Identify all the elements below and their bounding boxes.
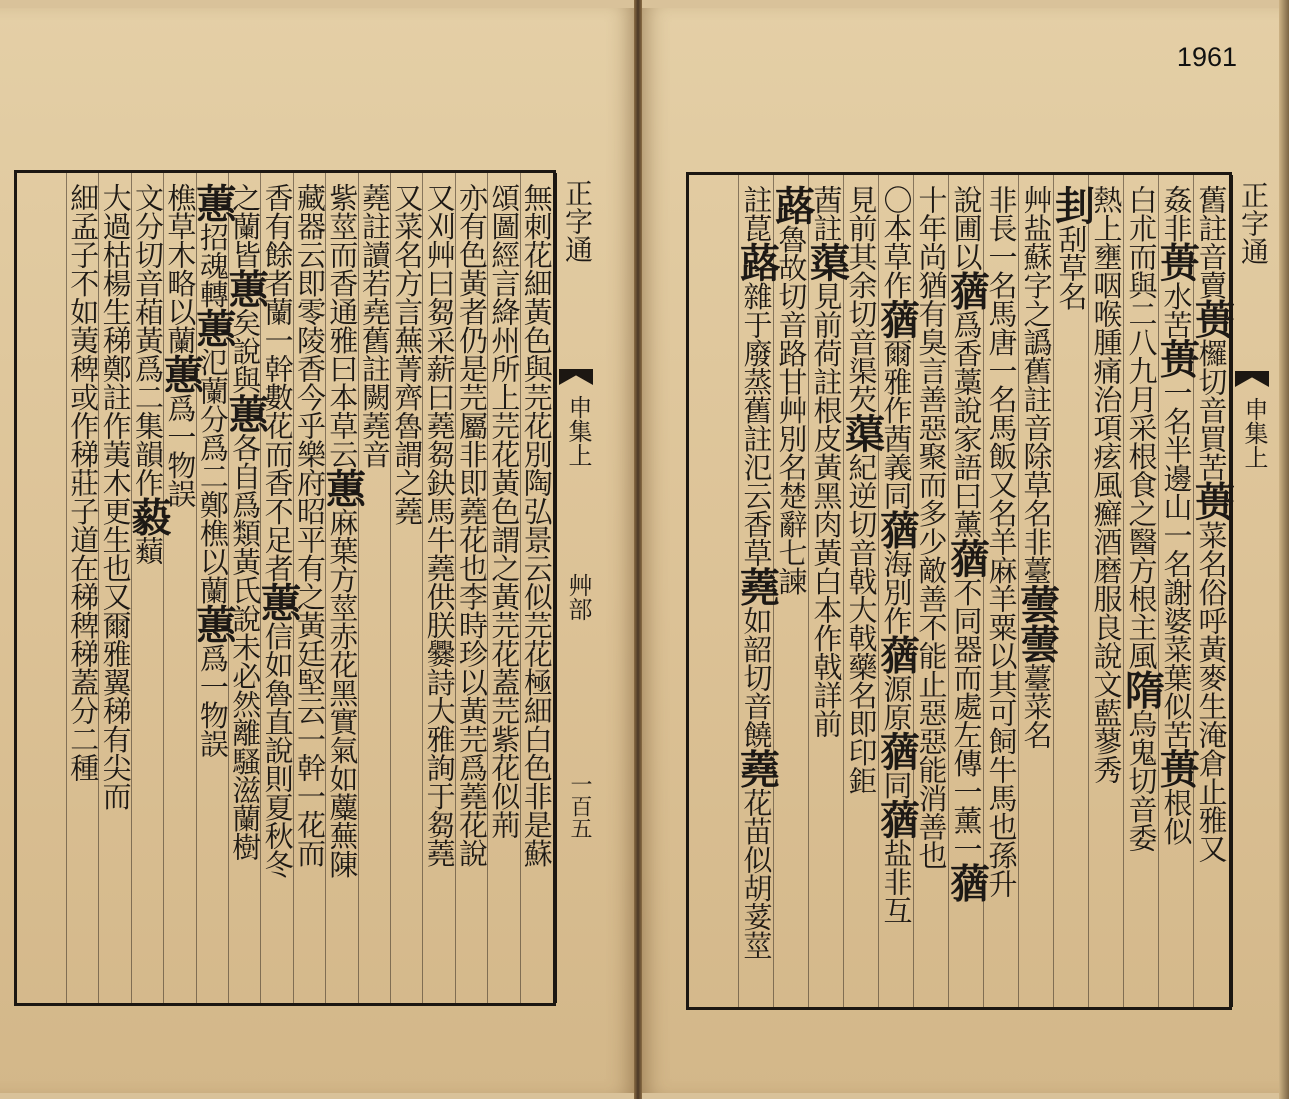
text-column: 細孟子不如荑稗或作稊莊子道在稊稗稊蓋分二種	[66, 183, 101, 782]
text-column: 莤註蕖見前荷註根皮黃黑肉黃白本作戟詳前	[803, 185, 851, 738]
text-column: 蕗魯故切音路甘艸別名楚辭七諫	[768, 185, 816, 595]
right-page-frame	[686, 172, 1270, 1010]
fishtail-mark	[559, 369, 593, 385]
text-column: 樵草木略以蘭蕙爲一物誤	[157, 183, 205, 508]
text-column: 大過枯楊生稊鄭註作荑木更生也又爾雅翼稊有尖而	[98, 183, 133, 810]
text-column: 刲刮草名	[1048, 185, 1096, 310]
text-column: 亦有色黃者仍是芫屬非即蕘花也李時珍以黃芫爲蕘花說	[455, 183, 489, 867]
text-column: 見前其余切音渠芡蕖紀逆切音戟大戟藥名即印鉅	[838, 185, 886, 795]
fishtail-mark	[1235, 371, 1269, 387]
spine-radical: 艸部	[564, 573, 592, 621]
text-column: 艸盐蘇字之譌舊註音除草名非薹蕓蕓薹菜名	[1013, 185, 1061, 749]
text-column: 註菎蕗雜于廢蒸舊註氾云香草蕘如韶切音饒蕘花苗似胡荽莖	[733, 185, 781, 959]
text-column: 之蘭皆蕙矣說與蕙各自爲類黃氏說未必然離騷滋蘭樹	[222, 183, 270, 861]
text-column: 文分切音葙黃爲二集韻作藙蘱	[125, 183, 172, 565]
left-center-strip	[555, 173, 597, 1003]
text-column: 姦非蒉水苦蒉一名半邊山一名謝婆菜葉似苦蒉根似	[1153, 185, 1201, 845]
text-column: 又刈艸曰芻采薪曰蕘芻鈌馬牛蕘供朕爨詩大雅詢于芻蕘	[422, 183, 457, 867]
text-column: 頌圖經言絳州所上芫花黃色謂之黃芫花蓋芫紫花似荊	[487, 183, 522, 839]
text-column: 十年尚猶有臭言善惡聚而多少敵善不能止惡惡能消善也	[914, 185, 949, 869]
text-column: 說圃以蕕爲香藁說家語曰薰蕕不同器而處左傳一薰一蕕	[943, 185, 991, 902]
text-column: 白朮而與二八九月采根食之醫方根主風隋烏鬼切音委	[1118, 185, 1166, 852]
spine-section: 申集上	[1240, 397, 1268, 469]
left-page-frame	[14, 170, 594, 1006]
spine-leaf-number: 一百五	[567, 773, 592, 839]
text-column: 又菜名方言蕪菁齊魯謂之蕘	[390, 183, 425, 525]
spine-section: 申集上	[564, 395, 592, 467]
text-column: 熱上壅咽喉腫痛治項痃風癬酒磨服良說文藍蓼秀	[1089, 185, 1124, 784]
scan-page-label: 1961	[1176, 42, 1237, 72]
book-gutter	[634, 0, 642, 1099]
text-column: 蕘註讀若堯舊註闕蕘音	[357, 183, 392, 468]
text-column: 香有餘者蘭一幹數花而香不足者蕙信如魯直說則夏秋冬	[254, 183, 302, 878]
text-column: 蕙招魂轉蕙氾蘭分爲二鄭樵以蘭蕙爲一物誤	[189, 183, 237, 758]
page-edge	[1279, 0, 1289, 1099]
text-column: 〇本草作蕕爾雅作莤義同蕕海別作蕕源原蕕同蕕盐非互	[873, 185, 921, 924]
right-center-strip	[1231, 175, 1273, 1007]
text-column: 無刺花細黃色與芫花別陶弘景云似芫花極細白色非是蘇	[519, 183, 554, 867]
text-column: 紫莖而香通雅曰本草云蕙麻葉方莖赤花黑實氣如蘪蕪陳	[319, 183, 367, 878]
spine-title: 正字通	[561, 179, 594, 263]
spine-title: 正字通	[1237, 181, 1270, 265]
text-column: 非長一名馬唐一名馬飯又名羊麻羊粟以其可飼牛馬也孫升	[984, 185, 1019, 898]
text-column: 藏器云即零陵香今乎樂府昭平有之黃廷堅云一幹一花而	[293, 183, 327, 867]
text-column: 舊註音賣蒉欏切音買苦蒉菜名俗呼黃麥生淹倉止雅又	[1188, 185, 1236, 863]
